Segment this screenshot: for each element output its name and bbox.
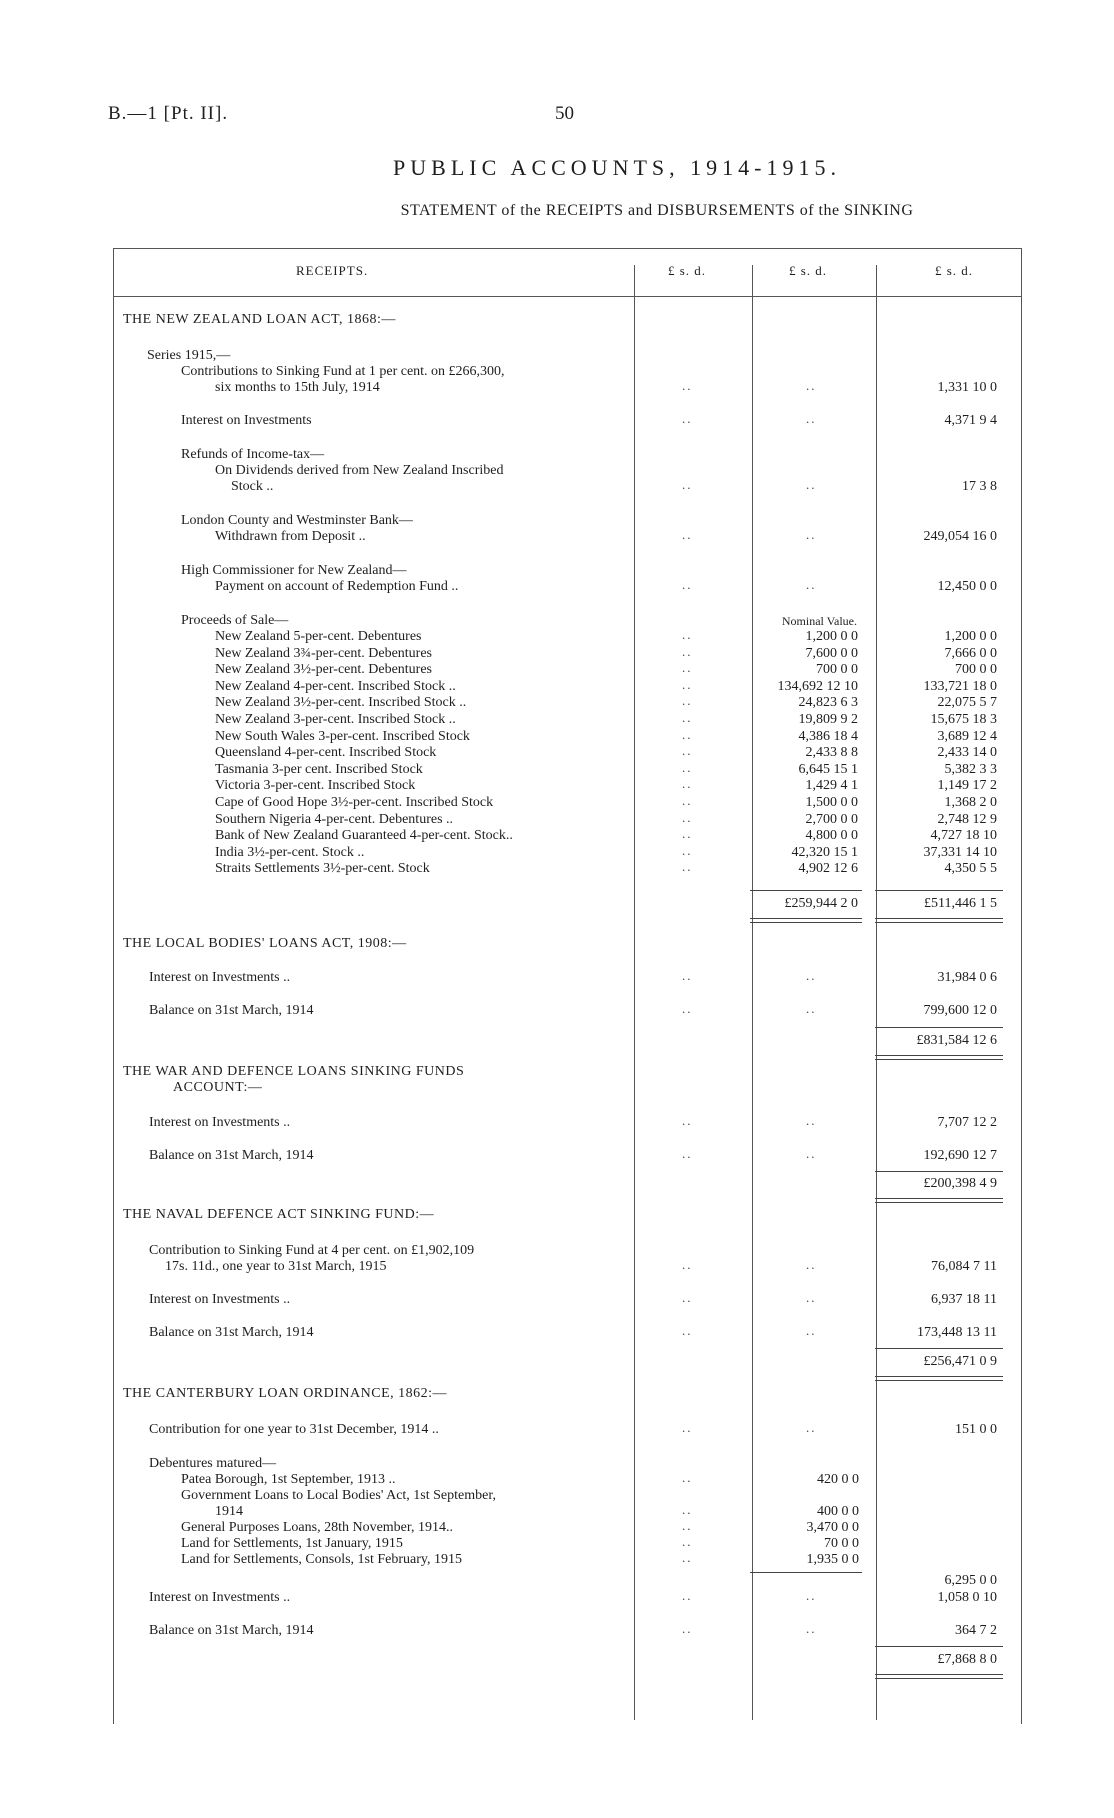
sale-item-name: Bank of New Zealand Guaranteed 4-per-cent. Stock.. — [215, 828, 513, 843]
document-reference: B.—1 [Pt. II]. — [108, 103, 229, 124]
line-text: six months to 15th July, 1914 — [215, 380, 380, 395]
leader-dots: .. — [806, 1621, 817, 1636]
section-total: £256,471 0 9 — [923, 1354, 997, 1369]
line-text: Balance on 31st March, 1914 — [149, 1003, 314, 1018]
amount: 1,331 10 0 — [937, 380, 997, 395]
leader-dots: .. — [682, 1621, 693, 1636]
line-text: Land for Settlements, Consols, 1st February, 1915 — [181, 1552, 463, 1567]
leader-dots: .. — [806, 968, 817, 983]
sale-item-nominal: 700 0 0 — [816, 662, 858, 677]
sale-item-name: Victoria 3-per-cent. Inscribed Stock — [215, 778, 416, 793]
subtotal-rule — [875, 1348, 1003, 1349]
leader-dots: .. — [682, 693, 693, 708]
leader-dots: .. — [806, 411, 817, 426]
sale-item-amount: 133,721 18 0 — [923, 679, 997, 694]
subtotal-rule — [875, 890, 1003, 891]
sale-item-nominal: 7,600 0 0 — [805, 646, 858, 661]
line-text: Interest on Investments .. — [149, 1115, 291, 1130]
total-double-rule — [875, 1055, 1003, 1060]
column-divider — [634, 265, 635, 1720]
amount: 192,690 12 7 — [923, 1148, 997, 1163]
leader-dots: .. — [806, 1257, 817, 1272]
line-text: On Dividends derived from New Zealand Inscribed — [215, 463, 504, 478]
receipts-column-header: RECEIPTS. — [296, 263, 369, 278]
subtotal-rule — [875, 1171, 1003, 1172]
leader-dots: .. — [682, 710, 693, 725]
amount: 6,937 18 11 — [931, 1292, 997, 1307]
amount: 151 0 0 — [955, 1422, 997, 1437]
line-text: General Purposes Loans, 28th November, 1914.. — [181, 1520, 453, 1535]
line-text: Interest on Investments .. — [149, 970, 291, 985]
leader-dots: .. — [682, 1588, 693, 1603]
sale-item-name: Southern Nigeria 4-per-cent. Debentures .. — [215, 812, 454, 827]
amount: 76,084 7 11 — [931, 1259, 997, 1274]
leader-dots: .. — [682, 1257, 693, 1272]
leader-dots: .. — [682, 1146, 693, 1161]
sale-item-name: New Zealand 5-per-cent. Debentures — [215, 629, 422, 644]
subtotal-rule — [750, 1572, 862, 1573]
leader-dots: .. — [806, 577, 817, 592]
leader-dots: .. — [682, 968, 693, 983]
leader-dots: .. — [806, 1290, 817, 1305]
leader-dots: .. — [682, 727, 693, 742]
line-text: Contribution for one year to 31st December, 1914 .. — [149, 1422, 439, 1437]
section-heading: THE NAVAL DEFENCE ACT SINKING FUND:— — [123, 1207, 435, 1222]
line-text: Proceeds of Sale— — [181, 613, 289, 628]
sale-item-amount: 2,748 12 9 — [937, 812, 997, 827]
line-text: Stock .. — [231, 479, 274, 494]
sale-item-nominal: 42,320 15 1 — [791, 845, 858, 860]
leader-dots: .. — [682, 1550, 693, 1565]
sale-item-name: New South Wales 3-per-cent. Inscribed Stock — [215, 729, 470, 744]
sale-item-nominal: 1,500 0 0 — [805, 795, 858, 810]
sale-item-nominal: 1,200 0 0 — [805, 629, 858, 644]
amount: 1,935 0 0 — [806, 1552, 859, 1567]
section-total: £7,868 8 0 — [937, 1652, 997, 1667]
leader-dots: .. — [682, 577, 693, 592]
amount: 173,448 13 11 — [917, 1325, 997, 1340]
sale-item-nominal: 19,809 9 2 — [798, 712, 858, 727]
sale-item-amount: 22,075 5 7 — [937, 695, 997, 710]
sale-item-nominal: 2,433 8 8 — [805, 745, 858, 760]
leader-dots: .. — [682, 677, 693, 692]
leader-dots: .. — [806, 1001, 817, 1016]
leader-dots: .. — [682, 1518, 693, 1533]
leader-dots: .. — [682, 1534, 693, 1549]
page-number: 50 — [555, 103, 574, 124]
leader-dots: .. — [682, 859, 693, 874]
line-text: Refunds of Income-tax— — [181, 447, 325, 462]
statement-subtitle: STATEMENT of the RECEIPTS and DISBURSEMENTS of the SINKING — [400, 202, 914, 219]
line-text: Government Loans to Local Bodies' Act, 1st September, — [181, 1488, 496, 1503]
leader-dots: .. — [682, 1290, 693, 1305]
sale-item-amount: 700 0 0 — [955, 662, 997, 677]
section-heading: THE LOCAL BODIES' LOANS ACT, 1908:— — [123, 936, 407, 951]
sale-item-nominal: 4,386 18 4 — [798, 729, 858, 744]
line-text: Patea Borough, 1st September, 1913 .. — [181, 1472, 396, 1487]
sale-item-nominal: 24,823 6 3 — [798, 695, 858, 710]
sale-item-amount: 15,675 18 3 — [930, 712, 997, 727]
amount: 12,450 0 0 — [937, 579, 997, 594]
total-double-rule — [875, 1198, 1003, 1203]
line-text: Land for Settlements, 1st January, 1915 — [181, 1536, 403, 1551]
section-heading-continued: ACCOUNT:— — [173, 1080, 263, 1095]
leader-dots: .. — [806, 1146, 817, 1161]
nominal-total: £259,944 2 0 — [784, 896, 858, 911]
sale-item-nominal: 6,645 15 1 — [798, 762, 858, 777]
section-total: £831,584 12 6 — [916, 1033, 997, 1048]
leader-dots: .. — [682, 660, 693, 675]
sale-item-name: New Zealand 3-per-cent. Inscribed Stock .. — [215, 712, 456, 727]
amount: 400 0 0 — [817, 1504, 859, 1519]
leader-dots: .. — [682, 527, 693, 542]
section-heading: THE CANTERBURY LOAN ORDINANCE, 1862:— — [123, 1386, 448, 1401]
line-text: Debentures matured— — [149, 1456, 277, 1471]
leader-dots: .. — [806, 1420, 817, 1435]
line-text: Interest on Investments .. — [149, 1590, 291, 1605]
leader-dots: .. — [806, 378, 817, 393]
section-total: £200,398 4 9 — [923, 1176, 997, 1191]
line-text: Balance on 31st March, 1914 — [149, 1623, 314, 1638]
leader-dots: .. — [682, 1420, 693, 1435]
amount: 3,470 0 0 — [806, 1520, 859, 1535]
leader-dots: .. — [806, 477, 817, 492]
sale-item-amount: 37,331 14 10 — [923, 845, 997, 860]
amount: 420 0 0 — [817, 1472, 859, 1487]
sale-item-name: India 3½-per-cent. Stock .. — [215, 845, 365, 860]
amount: 17 3 8 — [962, 479, 997, 494]
sale-item-name: Queensland 4-per-cent. Inscribed Stock — [215, 745, 437, 760]
leader-dots: .. — [682, 477, 693, 492]
sale-item-amount: 4,350 5 5 — [944, 861, 997, 876]
leader-dots: .. — [682, 743, 693, 758]
line-text: 1914 — [215, 1504, 243, 1519]
leader-dots: .. — [806, 1323, 817, 1338]
leader-dots: .. — [806, 1113, 817, 1128]
leader-dots: .. — [682, 378, 693, 393]
leader-dots: .. — [806, 1588, 817, 1603]
leader-dots: .. — [682, 826, 693, 841]
amount: 6,295 0 0 — [944, 1573, 997, 1588]
line-text: Interest on Investments — [181, 413, 312, 428]
leader-dots: .. — [682, 1502, 693, 1517]
amount: 364 7 2 — [955, 1623, 997, 1638]
section-heading: THE NEW ZEALAND LOAN ACT, 1868:— — [123, 312, 396, 327]
line-text: London County and Westminster Bank— — [181, 513, 413, 528]
section-total: £511,446 1 5 — [924, 896, 997, 911]
sale-item-nominal: 134,692 12 10 — [777, 679, 858, 694]
total-double-rule — [875, 1376, 1003, 1381]
total-double-rule — [875, 918, 1003, 923]
amount: 4,371 9 4 — [944, 413, 997, 428]
column-3-header: £ s. d. — [935, 263, 974, 278]
sale-item-name: New Zealand 3½-per-cent. Inscribed Stock .. — [215, 695, 467, 710]
leader-dots: .. — [682, 1113, 693, 1128]
leader-dots: .. — [682, 1001, 693, 1016]
leader-dots: .. — [682, 793, 693, 808]
column-divider — [752, 265, 753, 1720]
leader-dots: .. — [682, 627, 693, 642]
sale-item-amount: 1,200 0 0 — [944, 629, 997, 644]
column-2-header: £ s. d. — [789, 263, 828, 278]
leader-dots: .. — [682, 810, 693, 825]
line-text: Series 1915,— — [147, 348, 231, 363]
subtotal-rule — [875, 1027, 1003, 1028]
sale-item-nominal: 2,700 0 0 — [805, 812, 858, 827]
leader-dots: .. — [806, 527, 817, 542]
amount: 799,600 12 0 — [923, 1003, 997, 1018]
total-double-rule — [750, 918, 862, 923]
page-title: PUBLIC ACCOUNTS, 1914-1915. — [393, 155, 841, 180]
subtotal-rule — [875, 1646, 1003, 1647]
amount: 7,707 12 2 — [937, 1115, 997, 1130]
line-text: Withdrawn from Deposit .. — [215, 529, 366, 544]
line-text: Balance on 31st March, 1914 — [149, 1148, 314, 1163]
line-text: 17s. 11d., one year to 31st March, 1915 — [165, 1259, 387, 1274]
sale-item-amount: 5,382 3 3 — [944, 762, 997, 777]
leader-dots: .. — [682, 644, 693, 659]
line-text: Interest on Investments .. — [149, 1292, 291, 1307]
leader-dots: .. — [682, 760, 693, 775]
leader-dots: .. — [682, 776, 693, 791]
line-text: Contributions to Sinking Fund at 1 per cent. on £266,300, — [181, 364, 505, 379]
leader-dots: .. — [682, 1470, 693, 1485]
sale-item-amount: 1,149 17 2 — [937, 778, 997, 793]
sale-item-name: New Zealand 3½-per-cent. Debentures — [215, 662, 433, 677]
amount: 1,058 0 10 — [937, 1590, 997, 1605]
sale-item-name: Tasmania 3-per cent. Inscribed Stock — [215, 762, 423, 777]
sale-item-name: New Zealand 3¾-per-cent. Debentures — [215, 646, 433, 661]
section-heading: THE WAR AND DEFENCE LOANS SINKING FUNDS — [123, 1064, 465, 1079]
sale-item-amount: 1,368 2 0 — [944, 795, 997, 810]
line-text: High Commissioner for New Zealand— — [181, 563, 407, 578]
sale-item-nominal: 1,429 4 1 — [805, 778, 858, 793]
sale-item-name: Straits Settlements 3½-per-cent. Stock — [215, 861, 430, 876]
amount: 31,984 0 6 — [937, 970, 997, 985]
column-divider — [876, 265, 877, 1720]
sale-item-amount: 2,433 14 0 — [937, 745, 997, 760]
nominal-value-label: Nominal Value. — [781, 614, 857, 628]
total-double-rule — [875, 1674, 1003, 1679]
sale-item-nominal: 4,800 0 0 — [805, 828, 858, 843]
sale-item-name: New Zealand 4-per-cent. Inscribed Stock .. — [215, 679, 456, 694]
line-text: Payment on account of Redemption Fund .. — [215, 579, 459, 594]
leader-dots: .. — [682, 411, 693, 426]
leader-dots: .. — [682, 843, 693, 858]
header-rule — [113, 296, 1021, 297]
subtotal-rule — [750, 890, 862, 891]
line-text: Contribution to Sinking Fund at 4 per cent. on £1,902,109 — [149, 1243, 475, 1258]
line-text: Balance on 31st March, 1914 — [149, 1325, 314, 1340]
sale-item-amount: 3,689 12 4 — [937, 729, 997, 744]
column-1-header: £ s. d. — [668, 263, 707, 278]
sale-item-amount: 7,666 0 0 — [944, 646, 997, 661]
amount: 70 0 0 — [824, 1536, 859, 1551]
amount: 249,054 16 0 — [923, 529, 997, 544]
sale-item-name: Cape of Good Hope 3½-per-cent. Inscribed Stock — [215, 795, 494, 810]
leader-dots: .. — [682, 1323, 693, 1338]
sale-item-nominal: 4,902 12 6 — [798, 861, 858, 876]
sale-item-amount: 4,727 18 10 — [930, 828, 997, 843]
